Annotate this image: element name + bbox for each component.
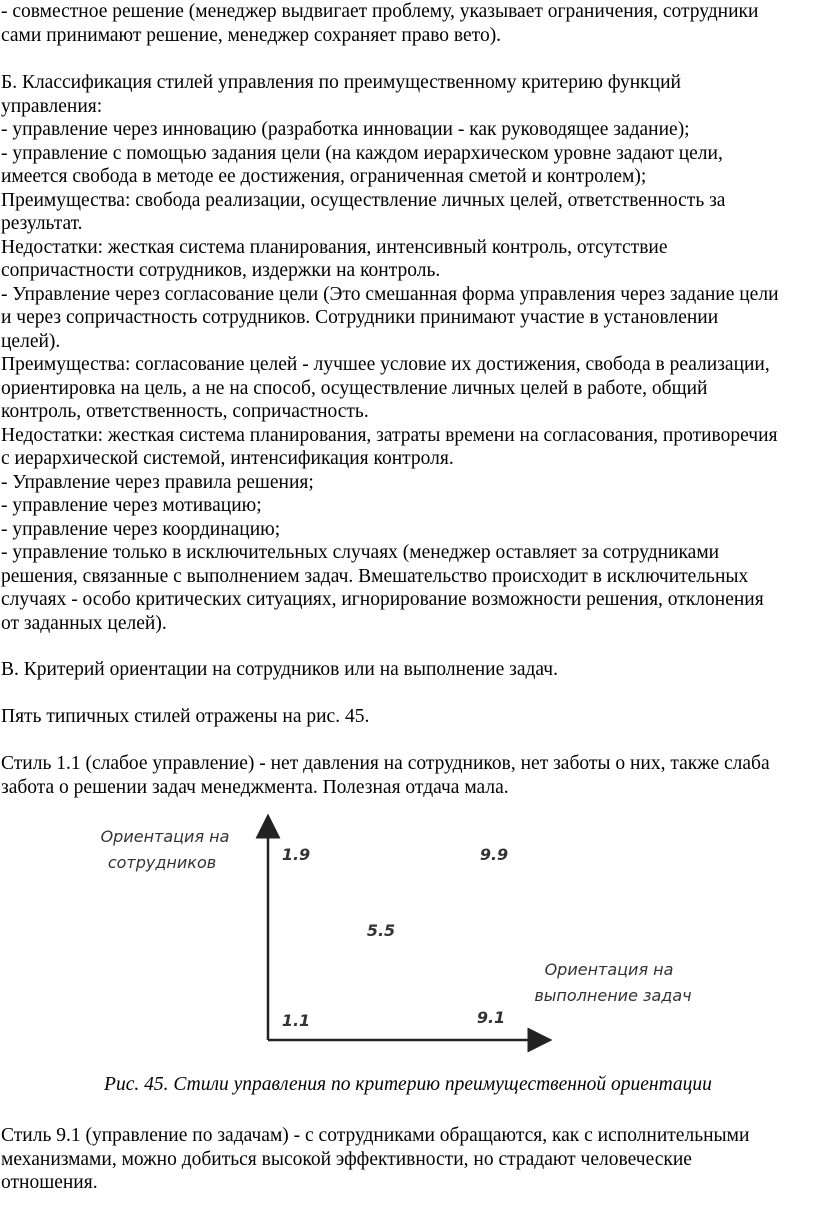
style-label-9-9: 9.9 — [479, 845, 509, 864]
paragraph-style-9-1: Стиль 9.1 (управление по задачам) - с сотрудниками обращаются, как с исполнительными механизмами, можно добиться высокой эффективности, но страдают человеческие отношения. — [1, 1125, 750, 1193]
style-label-1-9: 1.9 — [281, 845, 311, 864]
x-axis-label-line2: выполнение задач — [534, 986, 692, 1005]
y-axis-label-line1: Ориентация на — [100, 827, 230, 846]
paragraph-style-1-1: Стиль 1.1 (слабое управление) - нет давления на сотрудников, нет заботы о них, также слаба забота о решении задач менеджмента. Полезная отдача мала. — [1, 753, 770, 798]
management-styles-figure — [0, 810, 816, 1060]
paragraph-five-styles: Пять типичных стилей отражены на рис. 45. — [1, 706, 370, 727]
style-label-1-1: 1.1 — [281, 1011, 311, 1030]
paragraph-criterion-orientation: В. Критерий ориентации на сотрудников или на выполнение задач. — [1, 659, 558, 680]
style-label-9-1: 9.1 — [476, 1008, 506, 1027]
style-label-5-5: 5.5 — [366, 921, 396, 940]
paragraph-classification-functions: Б. Классификация стилей управления по преимущественному критерию функций управления: - управление через инновацию (разработка инновации - как руководящее задание); - управление с помощью задания цели (на каждом иерархическом уровне задают цели, имеется свобода в методе ее достижения, ограниченная сметой и контролем); Преимущества: свобода реализации, осуществление личных целей, ответственность за результат. Недостатки: жесткая система планирования, интенсивный контроль, отсутствие сопричастности сотрудников, издержки на контроль. - Управление через согласование цели (Это смешанная форма управления через задание цели и через сопричастность сотрудников. Сотрудники принимают участие в установлении целей). Преимущества: согласование целей - лучшее условие их достижения, свобода в реализации, ориентировка на цель, а не на способ, осуществление личных целей в работе, общий контроль, ответственность, сопричастность. Недостатки: жесткая система планирования, затраты времени на согласования, противоречия с иерархической системой, интенсификация контроля. - Управление через правила решения; - управление через мотивацию; - управление через координацию; - управление только в исключительных случаях (менеджер оставляет за сотрудниками решения, связанные с выполнением задач. Вмешательство происходит в исключительных случаях - особо критических ситуациях, игнорирование возможности решения, отклонения от заданных целей). — [1, 72, 779, 634]
paragraph-joint-decision: - совместное решение (менеджер выдвигает проблему, указывает ограничения, сотрудники сами принимают решение, менеджер сохраняет право вето). — [1, 1, 759, 46]
figure-caption: Рис. 45. Стили управления по критерию преимущественной ориентации — [104, 1074, 712, 1095]
x-axis-label-line1: Ориентация на — [544, 960, 674, 979]
y-axis-label-line2: сотрудников — [107, 853, 217, 872]
